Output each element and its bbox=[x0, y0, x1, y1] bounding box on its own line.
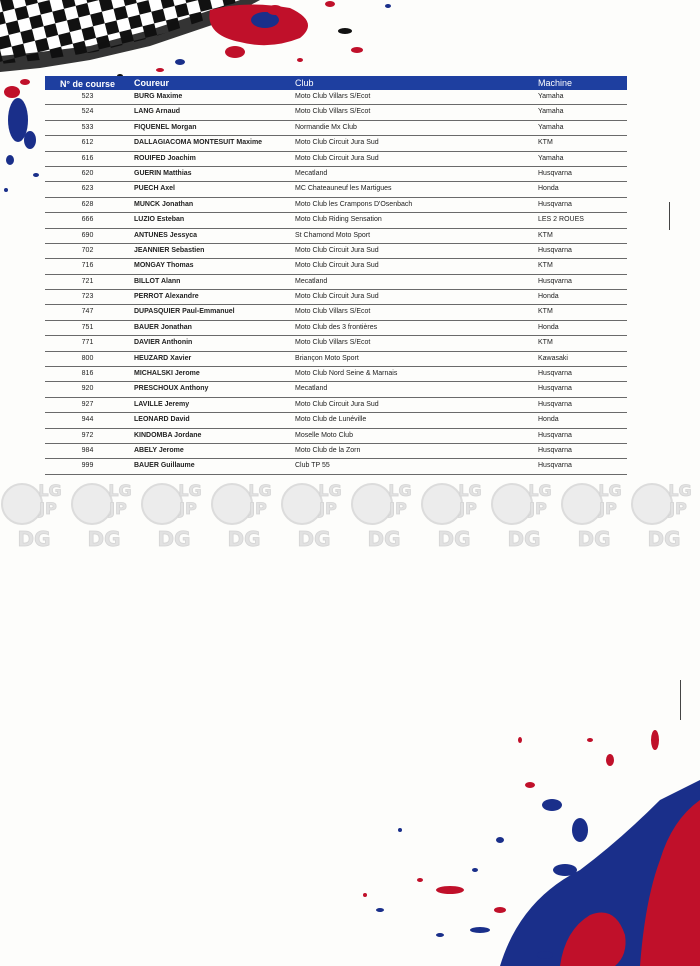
watermark-logo bbox=[282, 481, 342, 551]
machine-name: LES 2 ROUES bbox=[538, 216, 584, 224]
watermark-text: JP bbox=[459, 499, 477, 518]
rider-name: MUNCK Jonathan bbox=[134, 200, 194, 208]
machine-name: Honda bbox=[538, 185, 559, 193]
machine-name: Yamaha bbox=[538, 154, 564, 162]
table-row bbox=[45, 413, 627, 428]
machine-name: Yamaha bbox=[538, 108, 564, 116]
rider-name: FIQUENEL Morgan bbox=[134, 123, 197, 131]
club-name: Briançon Moto Sport bbox=[295, 354, 359, 362]
machine-name: KTM bbox=[538, 231, 553, 239]
club-name: Moto Club Circuit Jura Sud bbox=[295, 246, 379, 254]
race-number: 999 bbox=[81, 462, 94, 470]
table-row bbox=[45, 321, 627, 336]
rider-name: BILLOT Alann bbox=[134, 277, 181, 285]
club-name: Mecatland bbox=[295, 277, 328, 285]
table-row bbox=[45, 121, 627, 136]
table-row bbox=[45, 259, 627, 274]
watermark-logo bbox=[352, 481, 412, 551]
table-row bbox=[45, 182, 627, 197]
rider-name: PUECH Axel bbox=[134, 185, 175, 193]
rider-name: DALLAGIACOMA MONTESUIT Maxime bbox=[134, 139, 263, 147]
machine-name: Husqvarna bbox=[538, 277, 572, 285]
watermark-text: DG bbox=[367, 527, 401, 551]
table-row bbox=[45, 290, 627, 305]
club-name: Moto Club de Lunéville bbox=[295, 416, 367, 424]
club-name: Moto Club Circuit Jura Sud bbox=[295, 400, 379, 408]
table-row bbox=[45, 90, 627, 105]
watermark-text: LG bbox=[178, 481, 202, 500]
rider-name: LEONARD David bbox=[134, 416, 190, 424]
machine-name: Husqvarna bbox=[538, 431, 572, 439]
watermark-text: JP bbox=[319, 499, 337, 518]
rider-name: BAUER Guillaume bbox=[134, 462, 195, 470]
rider-name: DUPASQUIER Paul-Emmanuel bbox=[134, 308, 235, 316]
table-row bbox=[45, 367, 627, 382]
header-race-number: N° de course bbox=[59, 79, 116, 89]
watermark-text: DG bbox=[297, 527, 331, 551]
watermark-text: DG bbox=[87, 527, 121, 551]
table-row bbox=[45, 105, 627, 120]
rider-name: ROUIFED Joachim bbox=[134, 154, 196, 162]
race-number: 771 bbox=[81, 339, 94, 347]
watermark-text: DG bbox=[157, 527, 191, 551]
watermark-text: DG bbox=[647, 527, 681, 551]
table-row bbox=[45, 305, 627, 320]
table-row bbox=[45, 459, 627, 474]
race-number: 616 bbox=[81, 154, 94, 162]
club-name: Moto Club Riding Sensation bbox=[295, 216, 382, 224]
race-number: 666 bbox=[81, 216, 94, 224]
rider-name: MONGAY Thomas bbox=[134, 262, 194, 270]
race-number: 620 bbox=[81, 169, 94, 177]
race-number: 524 bbox=[81, 108, 94, 116]
club-name: Moto Club Nord Seine & Marnais bbox=[295, 370, 398, 378]
rider-name: LAVILLE Jeremy bbox=[134, 400, 190, 408]
watermark-text: DG bbox=[437, 527, 471, 551]
race-number: 816 bbox=[81, 370, 94, 378]
rider-name: PRESCHOUX Anthony bbox=[134, 385, 209, 393]
watermark-logo bbox=[2, 481, 62, 551]
watermark-text: DG bbox=[227, 527, 261, 551]
race-number: 523 bbox=[81, 93, 94, 100]
watermark-logo bbox=[632, 481, 692, 551]
race-number: 690 bbox=[81, 231, 94, 239]
club-name: Moto Club Circuit Jura Sud bbox=[295, 293, 379, 301]
watermark-text: LG bbox=[248, 481, 272, 500]
watermark-logo bbox=[142, 481, 202, 551]
watermark-text: JP bbox=[39, 499, 57, 518]
machine-name: Husqvarna bbox=[538, 400, 572, 408]
club-name: Club TP 55 bbox=[295, 462, 330, 470]
watermark-logo bbox=[492, 481, 552, 551]
watermark-logo bbox=[72, 481, 132, 551]
race-number: 628 bbox=[81, 200, 94, 208]
club-name: Moto Club Villars S/Ecot bbox=[295, 308, 371, 316]
machine-name: Husqvarna bbox=[538, 446, 572, 454]
watermark-text: LG bbox=[528, 481, 552, 500]
race-number: 723 bbox=[81, 293, 94, 301]
club-name: Moto Club les Crampons D'Osenbach bbox=[295, 200, 413, 208]
machine-name: Husqvarna bbox=[538, 246, 572, 254]
rider-name: HEUZARD Xavier bbox=[134, 354, 192, 362]
table-header bbox=[45, 76, 627, 90]
watermark-text: DG bbox=[17, 527, 51, 551]
watermark-text: JP bbox=[529, 499, 547, 518]
rider-name: LUZIO Esteban bbox=[134, 216, 185, 224]
machine-name: KTM bbox=[538, 339, 553, 347]
watermark-text: DG bbox=[577, 527, 611, 551]
club-name: Moto Club Circuit Jura Sud bbox=[295, 139, 379, 147]
table-row bbox=[45, 167, 627, 182]
watermark-text: LG bbox=[108, 481, 132, 500]
race-number: 927 bbox=[81, 400, 94, 408]
club-name: Normandie Mx Club bbox=[295, 123, 357, 131]
watermark-text: LG bbox=[598, 481, 622, 500]
machine-name: KTM bbox=[538, 308, 553, 316]
club-name: Moto Club Circuit Jura Sud bbox=[295, 154, 379, 162]
race-number: 944 bbox=[81, 416, 94, 424]
table-row bbox=[45, 336, 627, 351]
watermark-text: JP bbox=[109, 499, 127, 518]
rider-name: GUERIN Matthias bbox=[134, 169, 192, 177]
watermark-text: JP bbox=[249, 499, 267, 518]
watermark-text: LG bbox=[318, 481, 342, 500]
machine-name: Husqvarna bbox=[538, 462, 572, 470]
watermark-logo bbox=[212, 481, 272, 551]
table-row bbox=[45, 213, 627, 228]
club-name: Mecatland bbox=[295, 169, 328, 177]
watermark-text: JP bbox=[389, 499, 407, 518]
machine-name: Husqvarna bbox=[538, 370, 572, 378]
machine-name: Husqvarna bbox=[538, 169, 572, 177]
race-number: 702 bbox=[81, 246, 94, 254]
table-row bbox=[45, 152, 627, 167]
watermark-text: LG bbox=[668, 481, 692, 500]
rider-name: ANTUNES Jessyca bbox=[134, 231, 198, 239]
edge-mark bbox=[669, 202, 670, 230]
watermark-text: JP bbox=[179, 499, 197, 518]
watermark-text: LG bbox=[38, 481, 62, 500]
race-number: 984 bbox=[81, 446, 94, 454]
club-name: Moto Club de la Zorn bbox=[295, 446, 361, 454]
club-name: MC Chateauneuf les Martigues bbox=[295, 185, 392, 193]
table-row bbox=[45, 136, 627, 151]
table-row bbox=[45, 198, 627, 213]
watermark-text: LG bbox=[458, 481, 482, 500]
entry-list-table bbox=[45, 76, 627, 475]
club-name: St Chamond Moto Sport bbox=[295, 231, 371, 239]
club-name: Moto Club Circuit Jura Sud bbox=[295, 262, 379, 270]
machine-name: Honda bbox=[538, 293, 559, 301]
table-row bbox=[45, 398, 627, 413]
left-splash bbox=[4, 79, 39, 192]
rider-name: BURG Maxime bbox=[134, 93, 183, 100]
table-row bbox=[45, 275, 627, 290]
race-number: 716 bbox=[81, 262, 94, 270]
machine-name: Honda bbox=[538, 416, 559, 424]
rider-name: DAVIER Anthonin bbox=[134, 339, 193, 347]
rider-name: ABELY Jerome bbox=[134, 446, 184, 454]
header-machine: Machine bbox=[538, 78, 573, 88]
table-row bbox=[45, 444, 627, 459]
machine-name: KTM bbox=[538, 139, 553, 147]
club-name: Moto Club des 3 frontières bbox=[295, 323, 378, 331]
race-number: 920 bbox=[81, 385, 94, 393]
rider-name: LANG Arnaud bbox=[134, 108, 181, 116]
race-number: 747 bbox=[81, 308, 94, 316]
machine-name: Honda bbox=[538, 323, 559, 331]
race-number: 612 bbox=[81, 139, 94, 147]
bottom-right-splash bbox=[363, 730, 700, 966]
rider-name: KINDOMBA Jordane bbox=[134, 431, 202, 439]
rider-name: BAUER Jonathan bbox=[134, 323, 192, 331]
race-number: 751 bbox=[81, 323, 94, 331]
race-number: 800 bbox=[81, 354, 94, 362]
race-number: 721 bbox=[81, 277, 94, 285]
watermark-text: JP bbox=[669, 499, 687, 518]
race-number: 533 bbox=[81, 123, 94, 131]
club-name: Mecatland bbox=[295, 385, 328, 393]
machine-name: Kawasaki bbox=[538, 354, 568, 362]
race-number: 972 bbox=[81, 431, 94, 439]
table-row bbox=[45, 244, 627, 259]
watermark-text: JP bbox=[599, 499, 617, 518]
club-name: Moto Club Villars S/Ecot bbox=[295, 93, 371, 100]
table-row bbox=[45, 382, 627, 397]
club-name: Moselle Moto Club bbox=[295, 431, 353, 439]
rider-name: MICHALSKI Jerome bbox=[134, 370, 200, 378]
header-club: Club bbox=[295, 78, 314, 88]
watermark-logo bbox=[422, 481, 482, 551]
table-row bbox=[45, 229, 627, 244]
table-row bbox=[45, 352, 627, 367]
edge-mark bbox=[680, 680, 681, 720]
race-number: 623 bbox=[81, 185, 94, 193]
header-rider: Coureur bbox=[134, 78, 170, 88]
table-row bbox=[45, 429, 627, 444]
machine-name: Husqvarna bbox=[538, 385, 572, 393]
machine-name: Yamaha bbox=[538, 93, 564, 100]
table-body bbox=[45, 90, 627, 475]
rider-name: JEANNIER Sebastien bbox=[134, 246, 205, 254]
watermark-strip bbox=[0, 478, 700, 553]
machine-name: Husqvarna bbox=[538, 200, 572, 208]
watermark-text: DG bbox=[507, 527, 541, 551]
watermark-logo bbox=[562, 481, 622, 551]
machine-name: KTM bbox=[538, 262, 553, 270]
club-name: Moto Club Villars S/Ecot bbox=[295, 108, 371, 116]
club-name: Moto Club Villars S/Ecot bbox=[295, 339, 371, 347]
rider-name: PERROT Alexandre bbox=[134, 293, 199, 301]
machine-name: Yamaha bbox=[538, 123, 564, 131]
watermark-text: LG bbox=[388, 481, 412, 500]
